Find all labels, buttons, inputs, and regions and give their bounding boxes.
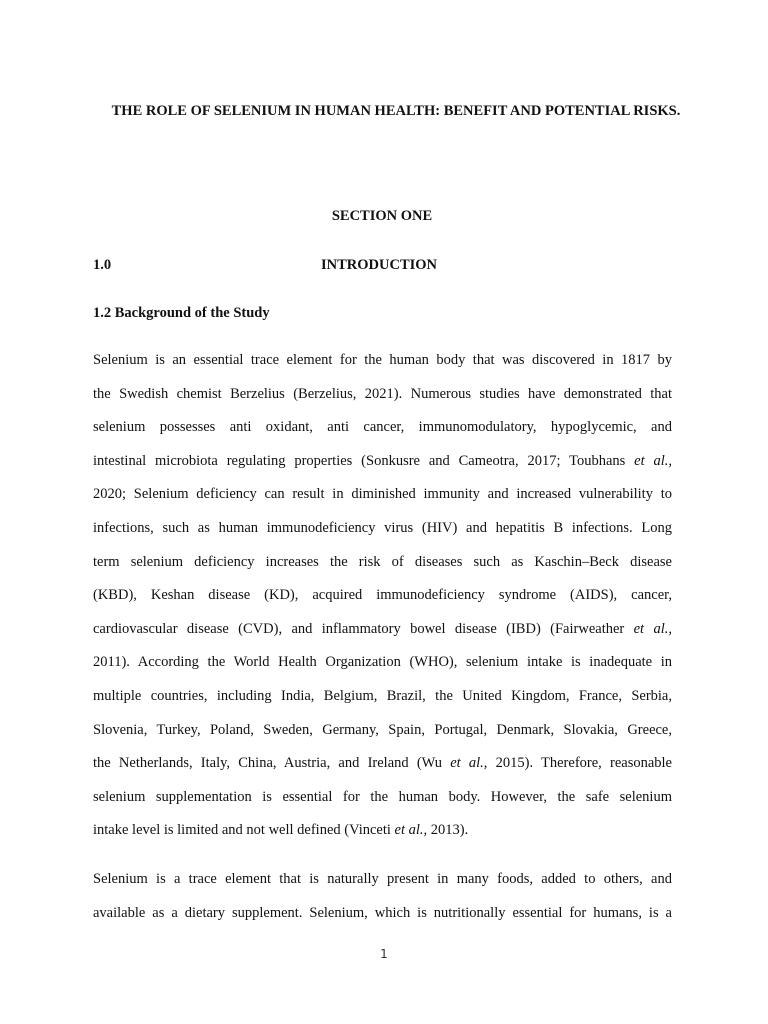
paragraph-line: Slovenia, Turkey, Poland, Sweden, Germany, Spain, Portugal, Denmark, Slovakia, Greece, [93, 721, 672, 738]
paragraph-line: Selenium is a trace element that is naturally present in many foods, added to others, and [93, 871, 672, 887]
citation-et-al: et al., [450, 755, 488, 772]
background-paragraph-2 [93, 863, 672, 930]
background-paragraph-1 [93, 344, 672, 848]
paragraph-line: multiple countries, including India, Belgium, Brazil, the United Kingdom, France, Serbia, [93, 687, 672, 704]
paragraph-line: selenium supplementation is essential for the human body. However, the safe selenium [93, 788, 672, 805]
citation-et-al: et al., [394, 822, 428, 839]
paragraph-line: selenium possesses anti oxidant, anti cancer, immunomodulatory, hypoglycemic, and [93, 419, 672, 436]
paragraph-line: (KBD), Keshan disease (KD), acquired immunodeficiency syndrome (AIDS), cancer, [93, 587, 672, 604]
paragraph-line: cardiovascular disease (CVD), and inflammatory bowel disease (IBD) (Fairweather et al., [93, 620, 673, 637]
paragraph-line: 2020; Selenium deficiency can result in diminished immunity and increased vulnerability to [93, 486, 672, 503]
paragraph-line: infections, such as human immunodeficiency virus (HIV) and hepatitis B infections. Long [93, 519, 672, 536]
paragraph-line: Selenium is an essential trace element for the human body that was discovered in 1817 by [93, 352, 672, 368]
paragraph-line: the Netherlands, Italy, China, Austria, and Ireland (Wu et al., 2015). Therefore, reasonable [93, 755, 672, 772]
paragraph-line: term selenium deficiency increases the risk of diseases such as Kaschin–Beck disease [93, 553, 672, 570]
paragraph-line: intake level is limited and not well defined (Vinceti et al., 2013). [93, 822, 469, 839]
background-subheading: 1.2 Background of the Study [93, 305, 270, 321]
page-number: 1 [380, 947, 388, 961]
document-title: THE ROLE OF SELENIUM IN HUMAN HEALTH: BENEFIT AND POTENTIAL RISKS. [111, 103, 681, 119]
section-heading: SECTION ONE [331, 208, 433, 224]
citation-et-al: et al., [633, 620, 673, 637]
paragraph-line: 2011). According the World Health Organization (WHO), selenium intake is inadequate in [93, 654, 672, 671]
paragraph-line: available as a dietary supplement. Selenium, which is nutritionally essential for humans, is a [93, 904, 672, 921]
intro-section-title: INTRODUCTION [321, 257, 438, 273]
intro-section-number: 1.0 [93, 257, 112, 273]
paragraph-line: the Swedish chemist Berzelius (Berzelius, 2021). Numerous studies have demonstrated that [93, 385, 672, 402]
citation-et-al: et al., [634, 452, 672, 469]
paragraph-line: intestinal microbiota regulating properties (Sonkusre and Cameotra, 2017; Toubhans et al., [93, 452, 672, 469]
